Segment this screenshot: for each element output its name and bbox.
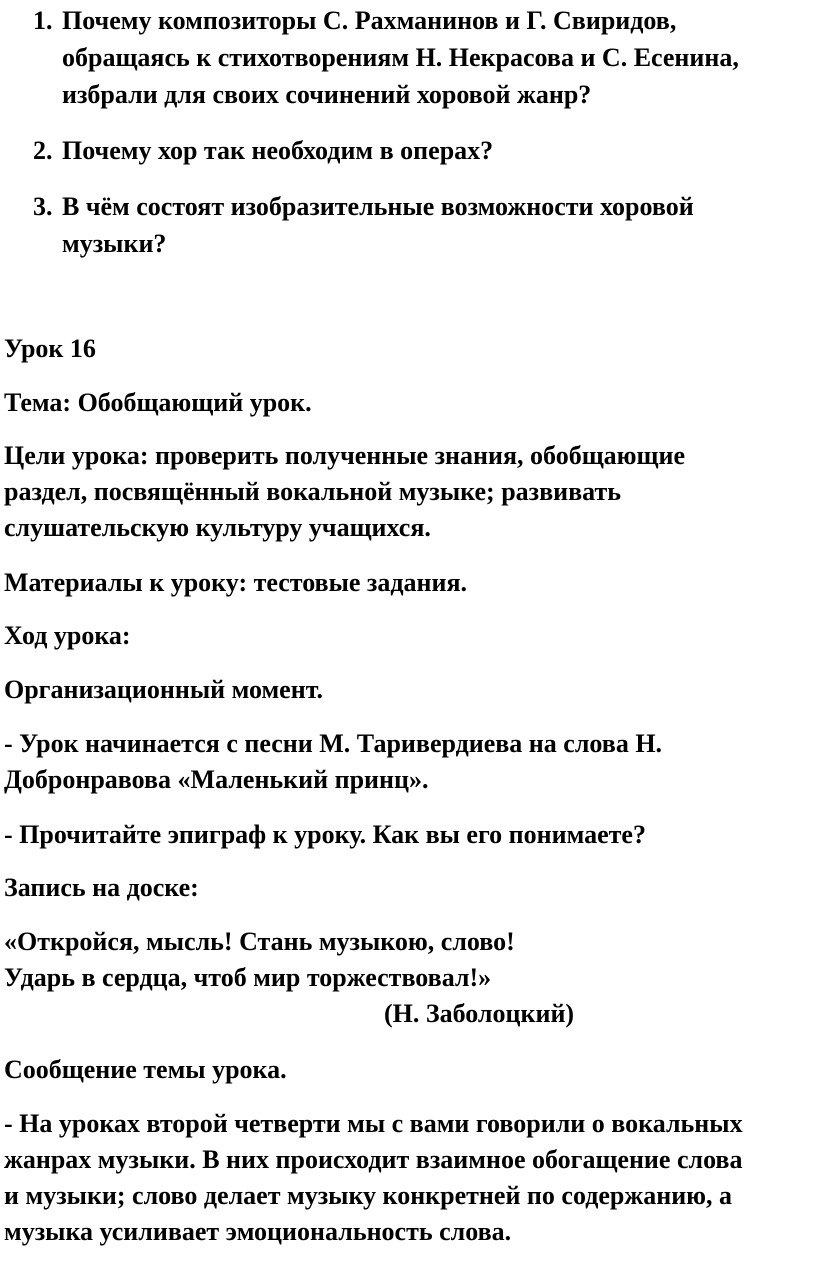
org-moment-heading: Организационный момент. <box>4 675 324 704</box>
list-item-number: 2. <box>33 136 53 165</box>
question-line: избрали для своих сочинений хоровой жанр? <box>62 80 592 109</box>
epigraph-quote <box>4 924 810 1032</box>
epigraph-prompt: - Прочитайте эпиграф к уроку. Как вы его понимаете? <box>4 820 646 849</box>
intro-line: и музыки; слово делает музыку конкретней по содержанию, а <box>4 1181 733 1210</box>
quote-line: Ударь в сердца, чтоб мир торжествовал!» <box>4 963 492 992</box>
question-line: В чём состоят изобразительные возможности хоровой <box>62 192 694 221</box>
lesson-materials: Материалы к уроку: тестовые задания. <box>4 568 468 597</box>
intro-line: музыка усиливает эмоциональность слова. <box>4 1217 512 1246</box>
question-line: Почему композиторы С. Рахманинов и Г. Свиридов, <box>62 6 677 35</box>
intro-line: - На уроках второй четверти мы с вами говорили о вокальных <box>4 1109 743 1138</box>
intro-paragraph <box>4 1106 810 1250</box>
list-item <box>0 188 816 262</box>
question-line: музыки? <box>62 229 167 258</box>
goals-line: слушательскую культуру учащихся. <box>4 513 431 542</box>
question-list <box>0 2 816 281</box>
list-item <box>0 132 816 169</box>
list-item-number: 3. <box>33 192 53 221</box>
intro-line: жанрах музыки. В них происходит взаимное обогащение слова <box>4 1145 743 1174</box>
list-item-number: 1. <box>33 6 53 35</box>
lesson-topic: Тема: Обобщающий урок. <box>4 388 312 417</box>
song-line: - Урок начинается с песни М. Таривердиева на слова Н. <box>4 729 663 758</box>
goals-line: Цели урока: проверить полученные знания, обобщающие <box>4 441 686 470</box>
lesson-heading: Урок 16 <box>4 334 96 363</box>
quote-author: (Н. Заболоцкий) <box>384 999 575 1028</box>
goals-line: раздел, посвящённый вокальной музыке; развивать <box>4 477 622 506</box>
lesson-goals <box>4 438 810 546</box>
lesson-progress-heading: Ход урока: <box>4 621 131 650</box>
song-paragraph <box>4 726 810 798</box>
list-item <box>0 2 816 113</box>
question-line: Почему хор так необходим в операх? <box>62 136 494 165</box>
song-line: Добронравова «Маленький принц». <box>4 765 429 794</box>
board-note: Запись на доске: <box>4 873 199 902</box>
question-line: обращаясь к стихотворениям Н. Некрасова и С. Есенина, <box>62 43 739 72</box>
topic-message-heading: Сообщение темы урока. <box>4 1055 287 1084</box>
quote-line: «Откройся, мысль! Стань музыкою, слово! <box>4 927 515 956</box>
